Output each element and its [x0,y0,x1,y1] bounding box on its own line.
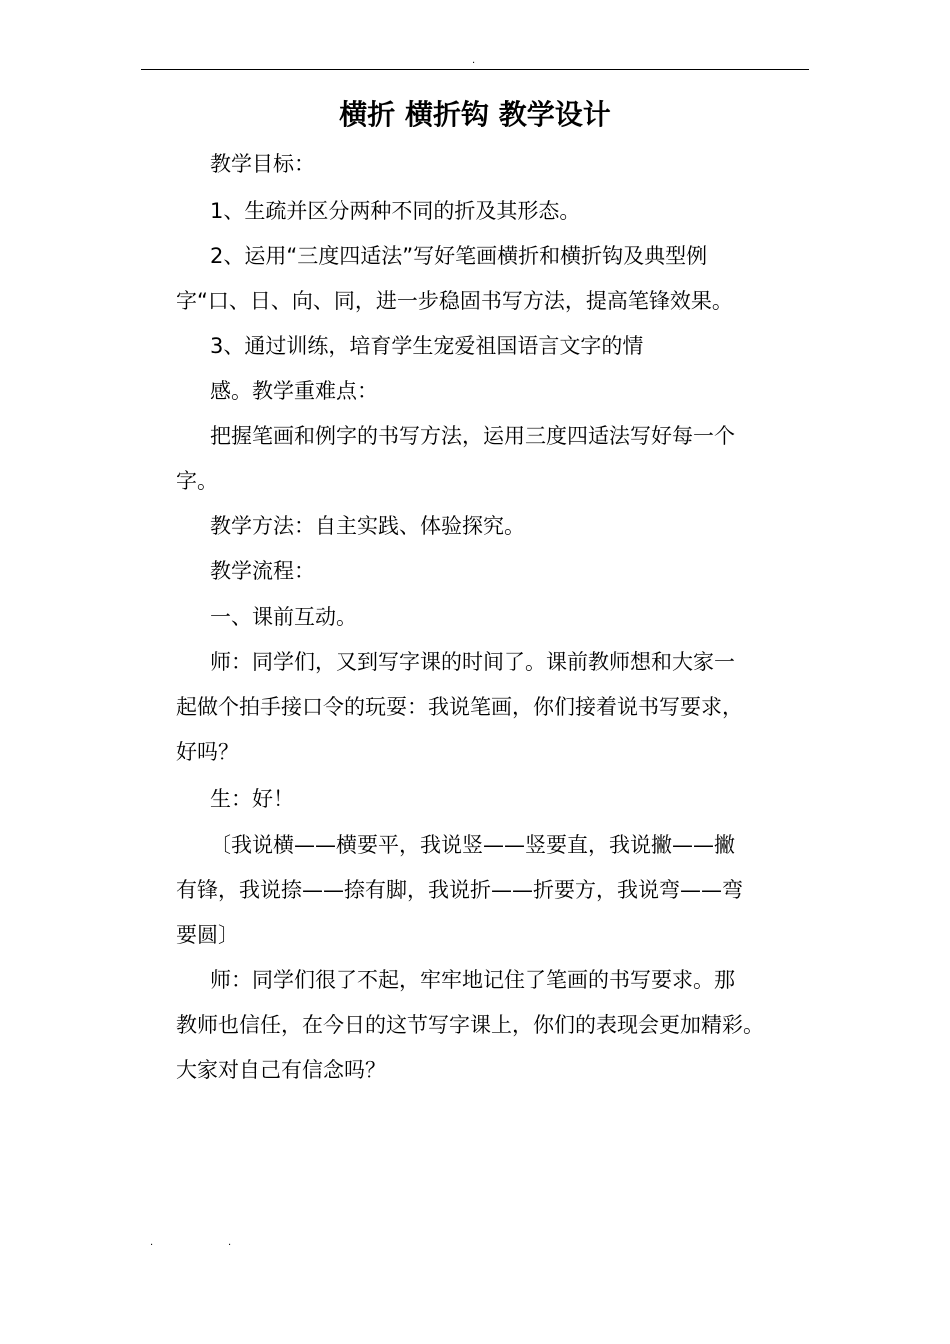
chant-text-end: 要圆〕 [176,923,239,947]
chant-text: 〔我说横——横要平，我说竖——竖要直，我说撇——撇 [210,833,735,857]
document-title: 横折 横折钩 教学设计 [339,98,611,131]
dialog-teacher-2-end: 大家对自己有信念吗？ [176,1058,386,1082]
header-dot: . [472,55,476,66]
dialog-teacher-2: 师：同学们很了不起，牢牢地记住了笔画的书写要求。那 [210,968,735,992]
dialog-teacher-2-cont: 教师也信任，在今日的这节写字课上，你们的表现会更加精彩。 [176,1013,764,1037]
chant-text-cont: 有锋，我说捺——捺有脚，我说折——折要方，我说弯——弯 [176,878,743,902]
footer-dot-left: . [150,1237,154,1248]
dialog-teacher-1-end: 好吗？ [176,740,239,764]
section-heading-objectives: 教学目标： [210,152,315,176]
objective-3: 3、通过训练，培育学生宠爱祖国语言文字的情 [210,334,644,358]
objective-2-cont: 字“口、日、向、同，进一步稳固书写方法，提高笔锋效果。 [176,289,733,313]
dialog-teacher-1: 师：同学们，又到写字课的时间了。课前教师想和大家一 [210,650,735,674]
footer-dot-right: . [228,1237,232,1248]
step-1-heading: 一、课前互动。 [210,605,357,629]
objective-1: 1、生疏并区分两种不同的折及其形态。 [210,199,581,223]
objective-3-cont: 感。教学重难点： [210,379,378,403]
section-heading-process: 教学流程： [210,559,315,583]
dialog-student-1: 生：好！ [210,787,294,811]
header-rule [141,69,809,70]
teaching-method: 教学方法：自主实践、体验探究。 [210,514,525,538]
dialog-teacher-1-cont: 起做个拍手接口令的玩耍：我说笔画，你们接着说书写要求， [176,695,743,719]
key-points-text: 把握笔画和例字的书写方法，运用三度四适法写好每一个 [210,424,735,448]
objective-2: 2、运用“三度四适法”写好笔画横折和横折钩及典型例 [210,244,708,268]
key-points-text-cont: 字。 [176,469,218,493]
